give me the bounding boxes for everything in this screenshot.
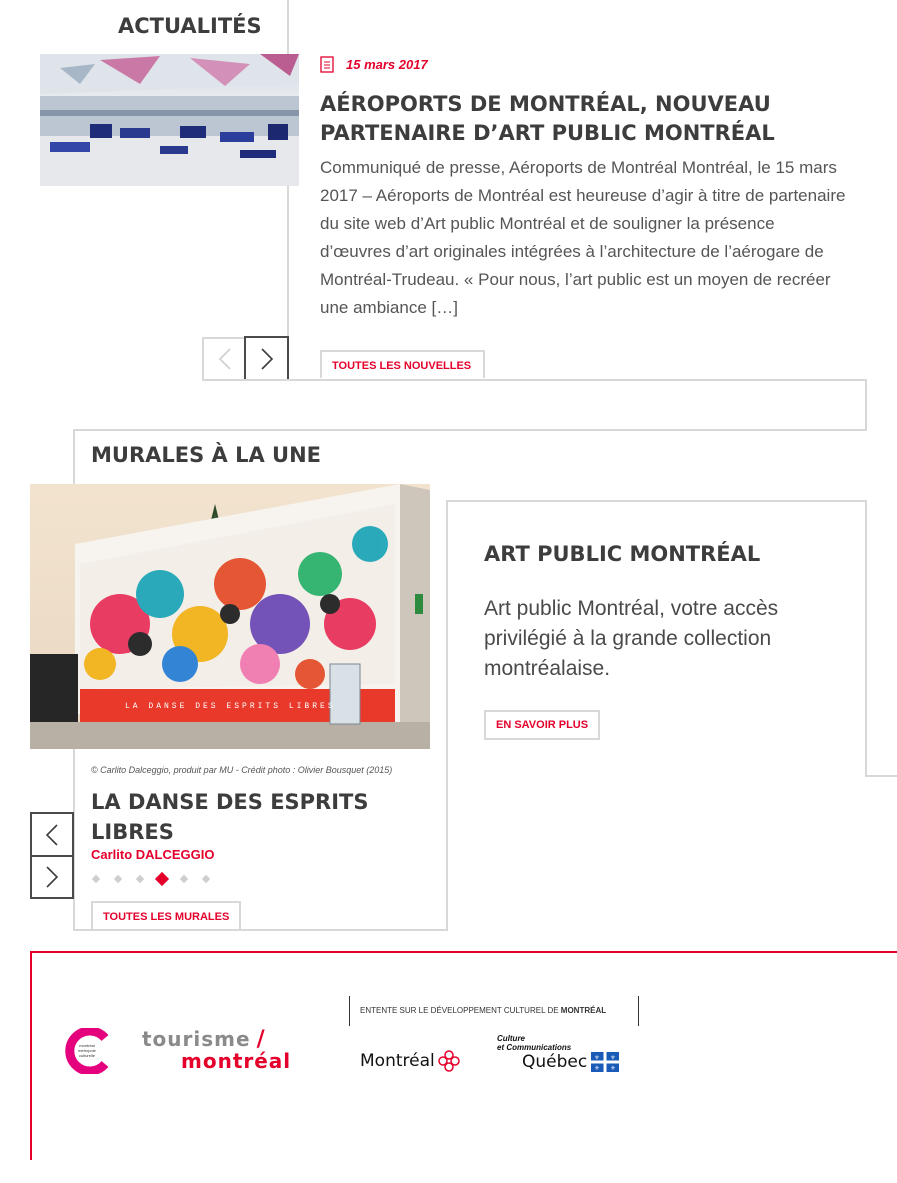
promo-top-border [446, 500, 867, 502]
montreal-logo-text: Montréal [360, 1051, 435, 1071]
all-news-button[interactable]: TOUTES LES NOUVELLES [320, 350, 485, 378]
murals-top-divider [73, 429, 867, 431]
promo-right-border [865, 500, 867, 777]
murals-prev-button[interactable] [30, 812, 74, 856]
tourisme-montreal-logo[interactable] [142, 1027, 291, 1073]
news-bottom-divider [202, 379, 867, 381]
mural-title-link[interactable]: LA DANSE DES ESPRITS LIBRES [91, 790, 369, 844]
chevron-left-icon [218, 347, 232, 371]
entente-text-city: MONTRÉAL [560, 1006, 607, 1015]
ville-montreal-logo[interactable] [360, 1049, 461, 1073]
murals-left-border [73, 429, 75, 487]
footer-top-border [30, 951, 897, 953]
quebec-logo-text: Québec [522, 1052, 588, 1072]
carousel-dot[interactable] [92, 875, 100, 883]
carousel-dot-active[interactable] [155, 872, 169, 886]
svg-text:⚜: ⚜ [610, 1055, 616, 1062]
frame-right-top [865, 379, 867, 431]
chevron-right-icon [45, 865, 59, 889]
document-icon [320, 56, 334, 73]
quebec-flag-icon [591, 1052, 619, 1072]
mural-artist-link[interactable]: Carlito DALCEGGIO [91, 847, 215, 862]
quebec-logo-sub1: Culture [497, 1034, 525, 1043]
entente-bracket-left [349, 996, 350, 1026]
footer-left-border [30, 951, 32, 1160]
entente-bracket-right [638, 996, 639, 1026]
quebec-logo-sub2: et Communications [497, 1043, 572, 1052]
news-excerpt: Communiqué de presse, Aéroports de Montréal Montréal, le 15 mars 2017 – Aéroports de Montréal est heureuse d’agir à titre de partenaire du site web d’Art public Montréal et de souligner la présence d’œuvres d’art originales intégrées à l’architecture de l’aérogare de Montréal-Trudeau. « Pour nous, l’art public est un moyen de recréer une ambiance […] [320, 158, 846, 317]
chevron-left-icon [45, 823, 59, 847]
rosette-icon [437, 1049, 461, 1073]
news-prev-button[interactable] [202, 337, 246, 381]
promo-text: Art public Montréal, votre accès privilégié à la grande collection montréalaise. [484, 597, 779, 680]
news-date-row [320, 56, 428, 73]
news-date: 15 mars 2017 [346, 57, 428, 72]
all-murals-button[interactable]: TOUTES LES MURALES [91, 901, 241, 929]
news-section-title: ACTUALITÉS [118, 14, 262, 38]
svg-text:⚜: ⚜ [594, 1055, 600, 1062]
airport-interior-illustration [40, 54, 299, 186]
svg-text:⚜: ⚜ [594, 1066, 600, 1072]
carousel-dot[interactable] [136, 875, 144, 883]
learn-more-button[interactable]: EN SAVOIR PLUS [484, 710, 600, 740]
murals-next-button[interactable] [30, 855, 74, 899]
tourisme-logo-line2: montréal [181, 1049, 292, 1073]
entente-text-prefix: ENTENTE SUR LE DÉVELOPPEMENT CULTUREL DE [360, 1006, 561, 1015]
mural-image-text: LA DANSE DES ESPRITS LIBRES [125, 702, 336, 711]
montreal-metropole-culturelle-logo[interactable] [63, 1028, 113, 1074]
chevron-right-icon [260, 347, 274, 371]
news-image[interactable] [40, 54, 299, 186]
culture-quebec-logo[interactable] [497, 1034, 627, 1074]
murals-section-title: MURALES À LA UNE [91, 443, 322, 467]
carousel-dot[interactable] [180, 875, 188, 883]
murals-card-right-border [446, 500, 448, 931]
svg-text:⚜: ⚜ [610, 1066, 616, 1072]
news-next-button[interactable] [244, 336, 289, 381]
news-title-link[interactable]: AÉROPORTS DE MONTRÉAL, NOUVEAU PARTENAIRE D’ART PUBLIC MONTRÉAL [320, 92, 775, 145]
mural-carousel-dots [91, 872, 221, 886]
carousel-dot[interactable] [202, 875, 210, 883]
tourisme-logo-line1: tourisme [142, 1027, 251, 1051]
slash-icon: / [256, 1027, 265, 1052]
promo-title: ART PUBLIC MONTRÉAL [484, 542, 761, 566]
mural-caption: © Carlito Dalceggio, produit par MU - Crédit photo : Olivier Bousquet (2015) [91, 765, 393, 775]
carousel-dot[interactable] [114, 875, 122, 883]
entente-text [360, 1006, 606, 1015]
promo-bottom-border [865, 775, 897, 777]
mmc-logo-text: montréal métropole culturelle [78, 1043, 96, 1058]
murals-card-bottom-border [73, 929, 448, 931]
